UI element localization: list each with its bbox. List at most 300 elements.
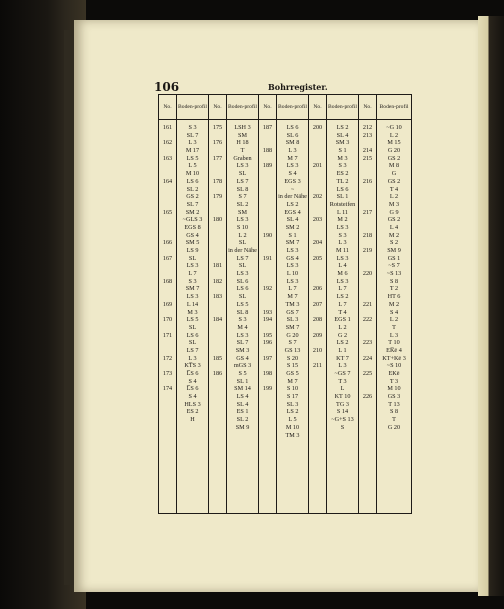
- soil-profile-entry: LS 3: [286, 162, 299, 170]
- soil-profile-entry: Rotsteifen: [329, 200, 356, 208]
- soil-profile-entry: LS 3: [286, 247, 299, 254]
- header-no: No.: [209, 95, 227, 120]
- soil-profile-entry: M 17: [185, 147, 200, 155]
- soil-profile-entry: LS 7: [236, 254, 249, 262]
- soil-profile-entry: S 17: [286, 393, 299, 401]
- bore-number: [259, 170, 276, 178]
- bore-number: 164: [162, 177, 173, 185]
- bore-number: 173: [162, 370, 173, 377]
- bore-number: [209, 385, 226, 393]
- soil-profile-entry: TL 2: [336, 177, 349, 185]
- soil-profile-entry: S 1: [288, 231, 297, 239]
- bore-number: [259, 262, 276, 270]
- soil-profile-entry: M 4: [237, 323, 248, 331]
- soil-profile-entry: SL: [188, 339, 197, 347]
- soil-profile-entry: SM: [238, 131, 247, 139]
- soil-profile-entry: M 2: [388, 231, 400, 239]
- bore-number: [309, 232, 326, 240]
- bore-number: 198: [262, 370, 273, 377]
- soil-profile-entry: ~G 10: [386, 124, 402, 131]
- soil-profile-entry: SL 7: [236, 339, 249, 347]
- soil-profile-entry: SM 7: [285, 323, 300, 331]
- bore-number: [359, 170, 376, 178]
- soil-profile-entry: LS 3: [286, 262, 299, 270]
- soil-profile-entry: SL 4: [286, 216, 299, 224]
- page-title: Bohrregister.: [268, 82, 328, 92]
- bore-number: [159, 393, 176, 401]
- bore-number: [309, 224, 326, 232]
- bore-number: [309, 293, 326, 301]
- bore-number: [159, 186, 176, 194]
- bore-number: 223: [362, 339, 373, 347]
- bore-number-column: [259, 120, 277, 514]
- header-no: No.: [309, 95, 327, 120]
- header-no: No.: [259, 95, 277, 120]
- soil-profile-entry: LS 3: [336, 254, 349, 262]
- bore-number: [309, 278, 326, 286]
- bore-number: 207: [312, 300, 323, 308]
- soil-profile-entry: LS 3: [236, 270, 249, 278]
- bore-number: 203: [312, 216, 323, 224]
- bore-number: [159, 401, 176, 409]
- bore-number: [309, 309, 326, 317]
- soil-profile-entry: SL 3: [286, 400, 299, 408]
- soil-profile-entry: SL 4: [336, 131, 349, 139]
- soil-profile-entry: GS 2: [186, 193, 199, 201]
- soil-profile-entry: LS 7: [236, 177, 249, 185]
- bore-number: [259, 293, 276, 301]
- bore-number: [209, 324, 226, 332]
- soil-profile-entry: S 8: [389, 277, 399, 285]
- soil-profile-entry: LS 2: [336, 339, 349, 347]
- soil-profile-entry: GS 4: [236, 354, 249, 362]
- bore-number: 202: [312, 193, 323, 201]
- soil-profile-entry: SL 7: [186, 131, 199, 139]
- soil-profile-entry: ES 1: [236, 408, 249, 416]
- bore-number: [209, 378, 226, 386]
- soil-profile-entry: ES 2: [336, 170, 349, 178]
- soil-profile-entry: SL 4: [236, 400, 249, 408]
- header-profile: Boden-profil: [277, 95, 309, 120]
- bore-number: 220: [362, 270, 373, 278]
- bore-number: 200: [312, 124, 323, 131]
- bore-number: 224: [362, 354, 373, 362]
- soil-profile-entry: LS 5: [186, 316, 199, 324]
- soil-profile-entry: T: [240, 147, 245, 155]
- bore-number: [159, 147, 176, 155]
- bore-number: [209, 201, 226, 209]
- bore-number: [159, 232, 176, 240]
- bore-number: 184: [212, 316, 223, 324]
- bore-number: [209, 332, 226, 340]
- bore-number: 178: [212, 177, 223, 185]
- bore-number: 167: [162, 254, 173, 262]
- soil-profile-entry: L 2: [389, 131, 399, 139]
- soil-profile-entry: L 10: [286, 270, 299, 278]
- soil-profile-entry: M 7: [287, 377, 298, 385]
- bore-number: 213: [362, 131, 373, 139]
- soil-profile-entry: S 5: [238, 370, 247, 377]
- bore-number: [259, 347, 276, 355]
- bore-number: [159, 324, 176, 332]
- soil-profile-entry: LS 3: [336, 223, 349, 231]
- bore-number: 192: [262, 285, 273, 293]
- bore-number: [209, 393, 226, 401]
- soil-profile-entry: EGS 8: [184, 223, 201, 231]
- bore-number: 179: [212, 193, 223, 201]
- bore-number: [209, 270, 226, 278]
- header-profile: Boden-profil: [177, 95, 209, 120]
- bore-number: [209, 232, 226, 240]
- bore-number: [359, 186, 376, 194]
- soil-profile-entry: G 20: [286, 331, 299, 339]
- bore-number: [159, 270, 176, 278]
- soil-profile-entry: M 3: [337, 154, 348, 162]
- soil-profile-entry: EKē: [388, 370, 400, 377]
- bore-number: [259, 155, 276, 163]
- soil-profile-entry: L 14: [186, 300, 199, 308]
- soil-profile-column: [177, 120, 209, 514]
- bore-number: [359, 385, 376, 393]
- bore-number: [159, 347, 176, 355]
- soil-profile-entry: LS 6: [186, 331, 199, 339]
- soil-profile-entry: LS 2: [336, 293, 349, 301]
- bore-number: 174: [162, 385, 173, 393]
- soil-profile-entry: M 7: [287, 154, 298, 162]
- bore-number-column: [209, 120, 227, 514]
- bore-number: 188: [262, 147, 273, 155]
- bore-number: [259, 193, 276, 201]
- bore-number: [309, 139, 326, 147]
- soil-profile-entry: S 15: [286, 362, 299, 370]
- bore-number: 176: [212, 139, 223, 147]
- soil-profile-entry: L 7: [288, 285, 297, 293]
- soil-profile-entry: M 8: [388, 162, 400, 170]
- bore-number: 194: [262, 316, 273, 324]
- soil-profile-entry: S 8: [389, 408, 399, 416]
- soil-profile-entry: KT+Kē 3: [382, 354, 406, 362]
- soil-profile-entry: mGS 3: [233, 362, 252, 370]
- soil-profile-entry: L 3: [338, 239, 347, 247]
- bore-number: [359, 278, 376, 286]
- bore-number: 204: [312, 239, 323, 247]
- bore-number-column: [359, 120, 377, 514]
- soil-profile-entry: S 7: [288, 339, 297, 347]
- bore-number: 166: [162, 239, 173, 247]
- bore-number: [359, 293, 376, 301]
- soil-profile-entry: SM 14: [234, 385, 251, 393]
- soil-profile-entry: GS 2: [387, 177, 401, 185]
- bore-number: [259, 408, 276, 416]
- bore-number: 170: [162, 316, 173, 324]
- soil-profile-entry: SL: [238, 170, 247, 178]
- next-page-edge: [478, 16, 504, 596]
- soil-profile-entry: H: [190, 416, 195, 424]
- soil-profile-entry: LS 6: [286, 124, 299, 131]
- soil-profile-entry: S 3: [338, 231, 347, 239]
- bore-number: [309, 178, 326, 186]
- soil-profile-entry: SM 8: [285, 139, 300, 147]
- soil-profile-entry: LS 4: [236, 393, 249, 401]
- bore-number: [259, 393, 276, 401]
- soil-profile-entry: LS 6: [336, 185, 349, 193]
- soil-profile-entry: in der Nähe: [278, 193, 307, 201]
- bore-number: [259, 139, 276, 147]
- bore-number: [309, 262, 326, 270]
- soil-profile-entry: GS 2: [387, 154, 401, 162]
- soil-profile-entry: TM 3: [285, 300, 300, 308]
- bore-number: [159, 293, 176, 301]
- soil-profile-entry: SL 1: [236, 377, 249, 385]
- bore-number: 222: [362, 316, 373, 324]
- bore-number: [309, 132, 326, 140]
- soil-profile-entry: S 4: [188, 377, 197, 385]
- bore-number: [309, 170, 326, 178]
- bore-register-table: [158, 94, 412, 514]
- bore-number: [359, 239, 376, 247]
- bore-number: [159, 193, 176, 201]
- soil-profile-entry: GS 1: [387, 254, 401, 262]
- soil-profile-entry: S 20: [286, 354, 299, 362]
- bore-number: 208: [312, 316, 323, 324]
- bore-number: [159, 201, 176, 209]
- soil-profile-entry: L 2: [389, 316, 399, 324]
- soil-profile-entry: SL 8: [236, 185, 249, 193]
- soil-profile-entry: EK̅ē 4: [386, 346, 402, 354]
- bore-number: 196: [262, 339, 273, 347]
- soil-profile-entry: SM 7: [285, 239, 300, 247]
- soil-profile-entry: M 2: [388, 300, 400, 308]
- bore-number: 216: [362, 177, 373, 185]
- soil-profile-entry: ~S 13: [386, 270, 402, 278]
- soil-profile-entry: L 3: [338, 362, 347, 370]
- soil-profile-entry: SL: [238, 262, 247, 270]
- soil-profile-entry: M 7: [287, 293, 298, 301]
- bore-number: 175: [212, 124, 223, 131]
- bore-number: 165: [162, 208, 173, 216]
- bore-number: [309, 370, 326, 378]
- soil-profile-entry: LS 6: [186, 177, 199, 185]
- soil-profile-entry: L 5: [188, 162, 197, 170]
- bore-number: [159, 309, 176, 317]
- soil-profile-entry: S 1: [338, 147, 347, 155]
- bore-number: 172: [162, 354, 173, 362]
- bore-number: [209, 301, 226, 309]
- soil-profile-entry: S 3: [188, 277, 197, 285]
- bore-number: [159, 285, 176, 293]
- soil-profile-entry: M 3: [187, 308, 198, 316]
- bore-number: [209, 162, 226, 170]
- bore-number: [259, 362, 276, 370]
- soil-profile-entry: Graben: [233, 154, 252, 162]
- soil-profile-entry: SL: [188, 323, 197, 331]
- bore-number: [359, 139, 376, 147]
- soil-profile-entry: GS 2: [387, 216, 401, 224]
- soil-profile-entry: M 10: [285, 423, 300, 431]
- bore-number: 169: [162, 300, 173, 308]
- soil-profile-entry: S 3: [338, 162, 347, 170]
- bore-number: 183: [212, 293, 223, 301]
- soil-profile-entry: SM 2: [185, 208, 200, 216]
- soil-profile-entry: L 7: [338, 285, 347, 293]
- soil-profile-entry: S 10: [286, 385, 299, 393]
- bore-number: [359, 347, 376, 355]
- soil-profile-entry: LS 9: [186, 247, 199, 254]
- soil-profile-entry: ~G+S 13: [331, 416, 354, 424]
- bore-number: 217: [362, 208, 373, 216]
- soil-profile-entry: HLS 3: [184, 400, 201, 408]
- soil-profile-entry: ~GS 7: [334, 370, 351, 377]
- bore-number: [209, 255, 226, 263]
- soil-profile-entry: GS 7: [286, 308, 299, 316]
- bore-number: [259, 216, 276, 224]
- bore-number: 185: [212, 354, 223, 362]
- soil-profile-entry: S 14: [336, 408, 349, 416]
- soil-profile-entry: G 2: [337, 331, 348, 339]
- bore-number: [209, 247, 226, 255]
- bore-number: 215: [362, 154, 373, 162]
- soil-profile-entry: SL 3: [286, 316, 299, 324]
- bore-number: [259, 132, 276, 140]
- bore-number: [209, 132, 226, 140]
- soil-profile-entry: LS 2: [286, 408, 299, 416]
- soil-profile-entry: GS 3: [387, 393, 401, 401]
- bore-number: 206: [312, 285, 323, 293]
- header-profile: Boden-profil: [377, 95, 412, 120]
- bore-number: 189: [262, 162, 273, 170]
- soil-profile-entry: KT 7: [336, 354, 349, 362]
- bore-number: [309, 209, 326, 217]
- soil-profile-entry: ES 2: [186, 408, 199, 416]
- soil-profile-entry: G 20: [387, 147, 401, 155]
- soil-profile-entry: G 9: [389, 208, 399, 216]
- bore-number: 214: [362, 147, 373, 155]
- bore-number-column: [159, 120, 177, 514]
- soil-profile-column: [227, 120, 259, 514]
- bore-number: 219: [362, 247, 373, 254]
- bore-number: [209, 186, 226, 194]
- bore-number: [159, 162, 176, 170]
- soil-profile-entry: M 10: [185, 170, 200, 178]
- soil-profile-entry: M 2: [337, 216, 348, 224]
- soil-profile-entry: L̅̅S 6: [186, 370, 199, 377]
- bore-number: [209, 309, 226, 317]
- bore-number: [259, 401, 276, 409]
- soil-profile-entry: GS 5: [286, 370, 299, 377]
- soil-profile-entry: L 5: [288, 416, 297, 424]
- soil-profile-entry: LSH 3: [234, 124, 251, 131]
- soil-profile-entry: LS 2: [286, 200, 299, 208]
- bore-number: [159, 262, 176, 270]
- soil-profile-entry: GS 13: [284, 346, 301, 354]
- bore-number: [159, 132, 176, 140]
- bore-number: 199: [262, 385, 273, 393]
- bore-number: [209, 239, 226, 247]
- page-stack-edge: [64, 30, 74, 585]
- soil-profile-entry: LS 3: [286, 277, 299, 285]
- bore-number: [359, 162, 376, 170]
- bore-number: 221: [362, 300, 373, 308]
- bore-number: [259, 378, 276, 386]
- bore-number: [259, 270, 276, 278]
- bore-number: [259, 209, 276, 217]
- bore-number: [359, 201, 376, 209]
- soil-profile-entry: SL 6: [236, 277, 249, 285]
- soil-profile-entry: SM 5: [185, 239, 200, 247]
- bore-number: 161: [162, 124, 173, 131]
- bore-number: [209, 209, 226, 217]
- bore-number: 186: [212, 370, 223, 377]
- soil-profile-entry: KT 10: [334, 393, 351, 401]
- soil-profile-entry: G 20: [387, 423, 401, 431]
- soil-profile-entry: G: [391, 170, 397, 178]
- bore-number: [209, 362, 226, 370]
- bore-number: [359, 378, 376, 386]
- soil-profile-entry: HT 6: [387, 293, 401, 301]
- bore-number: [309, 270, 326, 278]
- bore-number: [159, 247, 176, 255]
- bore-number: 205: [312, 254, 323, 262]
- bore-number: [359, 193, 376, 201]
- bore-number: [159, 339, 176, 347]
- header-profile: Boden-profil: [327, 95, 359, 120]
- soil-profile-entry: L: [340, 385, 345, 393]
- bore-number: [259, 247, 276, 255]
- bore-number: 177: [212, 154, 223, 162]
- soil-profile-entry: LS 5: [236, 300, 249, 308]
- bore-number: 226: [362, 393, 373, 401]
- bore-number: [259, 278, 276, 286]
- soil-profile-entry: SL: [188, 254, 197, 262]
- bore-number: [159, 362, 176, 370]
- soil-profile-column: [277, 120, 309, 514]
- soil-profile-entry: M 10: [387, 385, 401, 393]
- bore-number: 191: [262, 254, 273, 262]
- bore-number: 182: [212, 277, 223, 285]
- soil-profile-entry: LS 7: [186, 346, 199, 354]
- soil-profile-entry: S 10: [236, 223, 249, 231]
- bore-number: [359, 309, 376, 317]
- bore-number: [209, 347, 226, 355]
- soil-profile-entry: H 18: [236, 139, 249, 147]
- bore-number: [309, 355, 326, 363]
- soil-profile-entry: LS 3: [186, 262, 199, 270]
- bore-number: 195: [262, 331, 273, 339]
- bore-number: 197: [262, 354, 273, 362]
- soil-profile-entry: LS 3: [336, 277, 349, 285]
- soil-profile-entry: SL: [238, 239, 247, 247]
- bore-number: [359, 324, 376, 332]
- soil-profile-entry: L̅̅S 6: [186, 385, 199, 393]
- soil-profile-column: [377, 120, 412, 514]
- bore-number: 181: [212, 262, 223, 270]
- table-body-row: [159, 120, 412, 514]
- bore-number: [359, 216, 376, 224]
- bore-number: [209, 147, 226, 155]
- soil-profile-entry: SM 3: [235, 346, 250, 354]
- soil-profile-entry: S: [340, 423, 345, 431]
- soil-profile-entry: LS 3: [236, 162, 249, 170]
- soil-profile-entry: EGS 3: [284, 177, 301, 185]
- soil-profile-entry: SM: [238, 208, 247, 216]
- soil-profile-entry: LS 3: [236, 331, 249, 339]
- bore-number: [259, 201, 276, 209]
- soil-profile-entry: T 13: [388, 400, 400, 408]
- bore-number: 193: [262, 308, 273, 316]
- header-profile: Boden-profil: [227, 95, 259, 120]
- soil-profile-entry: S 3: [188, 124, 197, 131]
- bore-number: [159, 378, 176, 386]
